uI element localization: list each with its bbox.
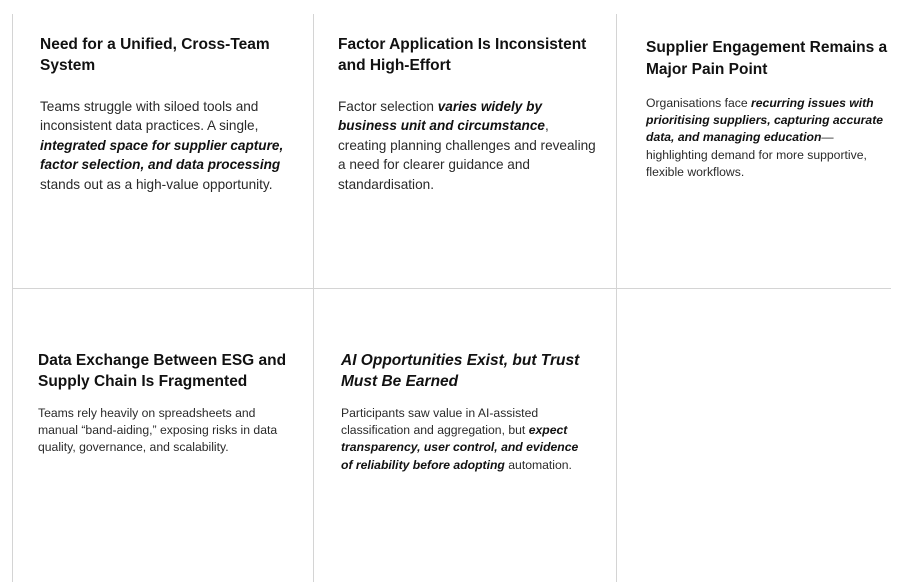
card-body — [38, 405, 298, 457]
card-body-text: Organisations face — [646, 96, 752, 110]
card-body — [338, 97, 600, 194]
card-body — [40, 97, 290, 194]
card-body-text: automation. — [504, 457, 572, 472]
card-body-text: Factor selection — [338, 99, 438, 114]
card-body-emphasis: expect transparency, user control, and evidence of reliability before adopting — [341, 423, 579, 472]
card-body-emphasis: integrated space for supplier capture, factor selection, and data processing — [40, 137, 284, 173]
card-body-text: —highlighting demand for more supportive, flexible workflows. — [646, 130, 867, 179]
card-body — [646, 95, 891, 181]
grid-divider-horizontal — [12, 288, 891, 289]
grid-divider-vertical-middle-right — [616, 14, 617, 582]
grid-divider-vertical-left — [12, 14, 13, 582]
card-title: Supplier Engagement Remains a Major Pain Point — [646, 39, 888, 78]
card-body-text: Teams rely heavily on spreadsheets and manual “band-aiding,” exposing risks in data quality, governance, and scalability. — [38, 406, 278, 455]
finding-card-supplier-engagement — [646, 37, 891, 181]
card-title: Need for a Unified, Cross-Team System — [40, 36, 270, 74]
finding-card-ai-opportunities — [341, 350, 591, 474]
card-body-text: Teams struggle with siloed tools and inconsistent data practices. A single, — [40, 99, 259, 134]
card-body — [341, 405, 591, 474]
card-body-emphasis: varies widely by business unit and circumstance — [338, 99, 545, 134]
card-body-text: stands out as a high-value opportunity. — [40, 176, 273, 192]
card-body-text: , creating planning challenges and revealing a need for clearer guidance and standardisation. — [338, 118, 596, 192]
finding-card-unified-system — [40, 34, 290, 194]
finding-card-data-exchange — [38, 350, 298, 457]
card-title: Factor Application Is Inconsistent and High-Effort — [338, 36, 587, 74]
card-body-emphasis: recurring issues with prioritising suppliers, capturing accurate data, and managing education — [646, 96, 884, 145]
card-body-text: Participants saw value in AI-assisted classification and aggregation, but — [341, 406, 539, 438]
grid-divider-vertical-middle-left — [313, 14, 314, 582]
card-title: AI Opportunities Exist, but Trust Must Be Earned — [341, 352, 580, 390]
finding-card-factor-application — [338, 34, 600, 194]
card-title: Data Exchange Between ESG and Supply Chain Is Fragmented — [38, 352, 287, 390]
